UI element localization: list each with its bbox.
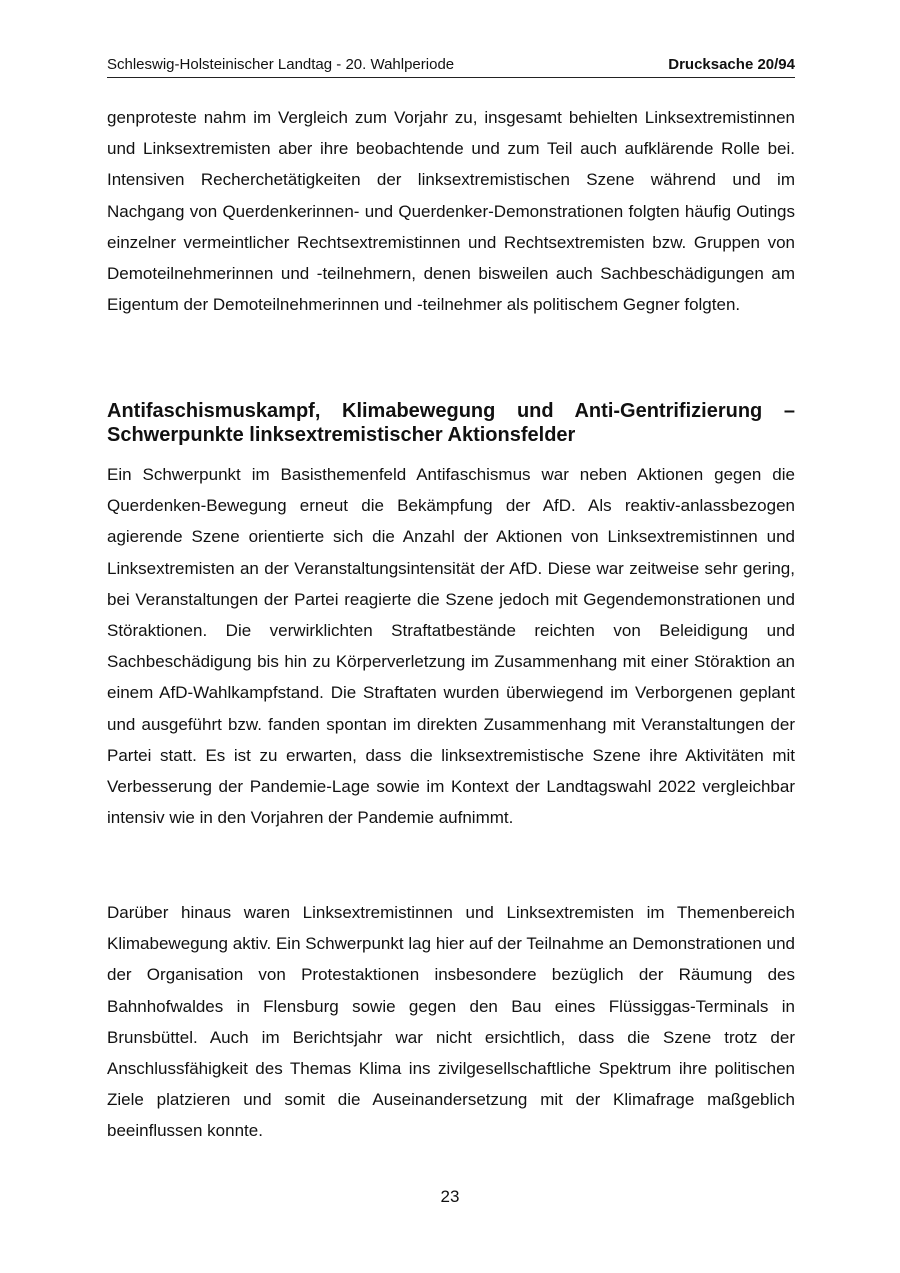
page-number: 23 (440, 1187, 460, 1206)
body-paragraph: Ein Schwerpunkt im Basisthemenfeld Antifaschismus war neben Aktionen gegen die Querdenken-Bewegung erneut die Bekämpfung der AfD. Als reaktiv-anlassbezogen agierende Szene orientierte sich die Anzahl der Aktionen von Linksextremistinnen und Linksextremisten an der Veranstaltungsintensität der AfD. Diese war zeitweise sehr gering, bei Veranstaltungen der Partei reagierte die Szene jedoch mit Gegendemonstrationen und Störaktionen. Die verwirklichten Straftatbestände reichten von Beleidigung und Sachbeschädigung bis hin zu Körperverletzung im Zusammenhang mit einer Störaktion an einem AfD-Wahlkampfstand. Die Straftaten wurden überwiegend im Verborgenen geplant und ausgeführt bzw. fanden spontan im direkten Zusammenhang mit Veranstaltungen der Partei statt. Es ist zu erwarten, dass die linksextremistische Szene ihre Aktivitäten mit Verbesserung der Pandemie-Lage sowie im Kontext der Landtagswahl 2022 vergleichbar intensiv wie in den Vorjahren der Pandemie aufnimmt. (107, 465, 795, 828)
body-paragraph: genproteste nahm im Vergleich zum Vorjahr zu, insgesamt behielten Linksextremistinnen und Linksextremisten aber ihre beobachtende und zum Teil auch aufklärende Rolle bei. Intensiven Recherchetätigkeiten der linksextremistischen Szene während und im Nachgang von Querdenkerinnen- und Querdenker-Demonstrationen folgten häufig Outings einzelner vermeintlicher Rechtsextremistinnen und Rechtsextremisten bzw. Gruppen von Demoteilnehmerinnen und -teilnehmern, denen bisweilen auch Sachbeschädigungen am Eigentum der Demoteilnehmerinnen und -teilnehmer als politischem Gegner folgten. (107, 108, 795, 315)
body-paragraph: Darüber hinaus waren Linksextremistinnen und Linksextremisten im Themenbereich Klimabewegung aktiv. Ein Schwerpunkt lag hier auf der Teilnahme an Demonstrationen und der Organisation von Protestaktionen insbesondere bezüglich der Räumung des Bahnhofwaldes in Flensburg sowie gegen den Bau eines Flüssiggas-Terminals in Brunsbüttel. Auch im Berichtsjahr war nicht ersichtlich, dass die Szene trotz der Anschlussfähigkeit des Themas Klima ins zivilgesellschaftliche Spektrum ihre politischen Ziele platzieren und somit die Auseinandersetzung mit der Klimafrage maßgeblich beeinflussen konnte. (107, 903, 795, 1141)
header-document-number: Drucksache 20/94 (668, 56, 795, 73)
section-heading: Antifaschismuskampf, Klimabewegung und Anti-Gentrifizierung – Schwerpunkte linksextremistischer Aktionsfelder (107, 400, 795, 446)
page-header (107, 55, 795, 78)
header-parliament-title: Schleswig-Holsteinischer Landtag - 20. Wahlperiode (107, 56, 455, 73)
